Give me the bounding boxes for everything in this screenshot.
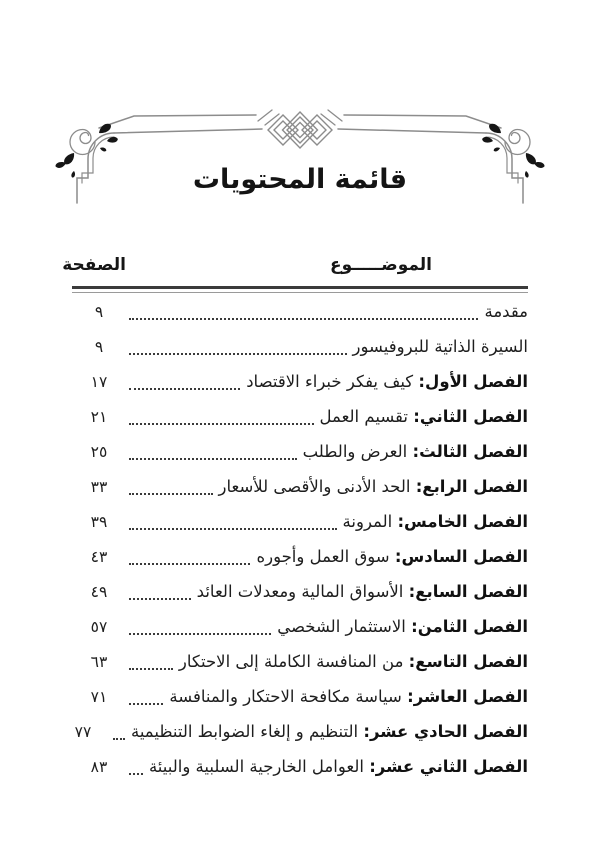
toc-row <box>72 714 528 749</box>
toc-entry-title: مقدمة <box>484 302 528 321</box>
dot-leader <box>129 583 191 600</box>
toc-entry-title: العوامل الخارجية السلبية والبيئة <box>148 757 364 776</box>
toc-entry-page-number: ٩ <box>94 302 104 321</box>
center-diamond-ornament <box>268 112 332 148</box>
toc-entry-page-number: ١٧ <box>90 372 108 391</box>
dot-leader <box>129 443 297 460</box>
toc-entry-page-number: ٤٩ <box>90 582 108 601</box>
toc-row <box>72 679 528 714</box>
dot-leader <box>129 338 347 355</box>
toc-entry-chapter-label: الفصل الخامس: <box>397 512 528 531</box>
toc-entry-chapter-label: الفصل الثاني عشر: <box>369 757 528 776</box>
toc-entry-chapter-label: الفصل الثامن: <box>411 617 528 636</box>
header-rule-thick <box>72 286 528 289</box>
subject-column-header: الموضـــــوع <box>329 255 433 275</box>
toc-row <box>72 399 528 434</box>
toc-entry-title: السيرة الذاتية للبروفيسور <box>352 337 528 356</box>
toc-entry-title: الحد الأدنى والأقصى للأسعار <box>218 477 411 496</box>
toc-entry-title: سوق العمل وأجوره <box>256 547 390 566</box>
toc-entry-chapter-label: الفصل السابع: <box>408 582 528 601</box>
toc-entry-title: سياسة مكافحة الاحتكار والمنافسة <box>169 687 402 706</box>
toc-entry-page-number: ٤٣ <box>90 547 108 566</box>
toc-entry-text <box>303 442 528 461</box>
toc-entry-text <box>353 337 528 356</box>
toc-entry-page-number: ٥٧ <box>90 617 108 636</box>
toc-row <box>72 644 528 679</box>
dot-leader <box>113 723 125 740</box>
dot-leader <box>129 513 337 530</box>
dot-leader <box>129 303 478 320</box>
toc-row <box>72 539 528 574</box>
toc-entry-text <box>277 617 528 636</box>
toc-entry-page-number: ٣٣ <box>90 477 108 496</box>
toc-entry-text <box>320 407 528 426</box>
dot-leader <box>129 478 213 495</box>
toc-entry-chapter-label: الفصل الثالث: <box>412 442 528 461</box>
toc-entry-text <box>246 372 528 391</box>
toc-row <box>72 749 528 784</box>
dot-leader <box>129 373 240 390</box>
toc-entry-text <box>179 652 528 671</box>
header-rule-thin <box>72 292 528 293</box>
toc-entry-text <box>197 582 528 601</box>
toc-row <box>72 469 528 504</box>
toc-row <box>72 329 528 364</box>
toc-entry-chapter-label: الفصل التاسع: <box>408 652 528 671</box>
toc-entry-text <box>149 757 528 776</box>
toc-row <box>72 609 528 644</box>
toc-entry-chapter-label: الفصل الثاني: <box>413 407 528 426</box>
toc-entry-page-number: ٦٣ <box>90 652 108 671</box>
toc-entry-text <box>219 477 528 496</box>
toc-entry-text <box>131 722 528 741</box>
toc-row <box>72 294 528 329</box>
toc-entry-title: تقسيم العمل <box>319 407 409 426</box>
toc-entry-chapter-label: الفصل الرابع: <box>415 477 528 496</box>
page-column-header: الصفحة <box>62 255 126 275</box>
toc-entry-page-number: ٧٧ <box>74 722 92 741</box>
dot-leader <box>129 618 271 635</box>
toc-entry-text <box>256 547 528 566</box>
toc-entry-chapter-label: الفصل الأول: <box>418 372 528 391</box>
toc-entry-title: الاستثمار الشخصي <box>277 617 406 636</box>
dot-leader <box>129 758 143 775</box>
toc-entry-title: كيف يفكر خبراء الاقتصاد <box>246 372 414 391</box>
toc-entry-title: المرونة <box>342 512 393 531</box>
toc-entry-page-number: ٩ <box>94 337 104 356</box>
page-title: قائمة المحتويات <box>192 164 408 195</box>
toc-entry-text <box>343 512 528 531</box>
toc-row <box>72 574 528 609</box>
toc-entry-page-number: ٣٩ <box>90 512 108 531</box>
toc-column-headers <box>62 251 528 279</box>
toc-entry-title: من المنافسة الكاملة إلى الاحتكار <box>178 652 404 671</box>
toc-row <box>72 434 528 469</box>
toc-entry-text <box>484 302 528 321</box>
toc-entry-title: التنظيم و إلغاء الضوابط التنظيمية <box>130 722 359 741</box>
toc-entry-page-number: ٢١ <box>90 407 108 426</box>
dot-leader <box>129 653 173 670</box>
toc-entry-title: العرض والطلب <box>302 442 408 461</box>
toc-row <box>72 364 528 399</box>
toc-entry-text <box>169 687 528 706</box>
toc-entry-chapter-label: الفصل العاشر: <box>407 687 528 706</box>
dot-leader <box>129 688 163 705</box>
toc-entry-page-number: ٨٣ <box>90 757 108 776</box>
toc-rows <box>72 294 528 784</box>
dot-leader <box>129 548 250 565</box>
dot-leader <box>129 408 314 425</box>
toc-entry-chapter-label: الفصل الحادي عشر: <box>363 722 528 741</box>
ornamental-header-border <box>0 85 600 220</box>
toc-entry-title: الأسواق المالية ومعدلات العائد <box>196 582 404 601</box>
toc-entry-page-number: ٧١ <box>90 687 108 706</box>
toc-entry-page-number: ٢٥ <box>90 442 108 461</box>
toc-row <box>72 504 528 539</box>
toc-entry-chapter-label: الفصل السادس: <box>394 547 528 566</box>
